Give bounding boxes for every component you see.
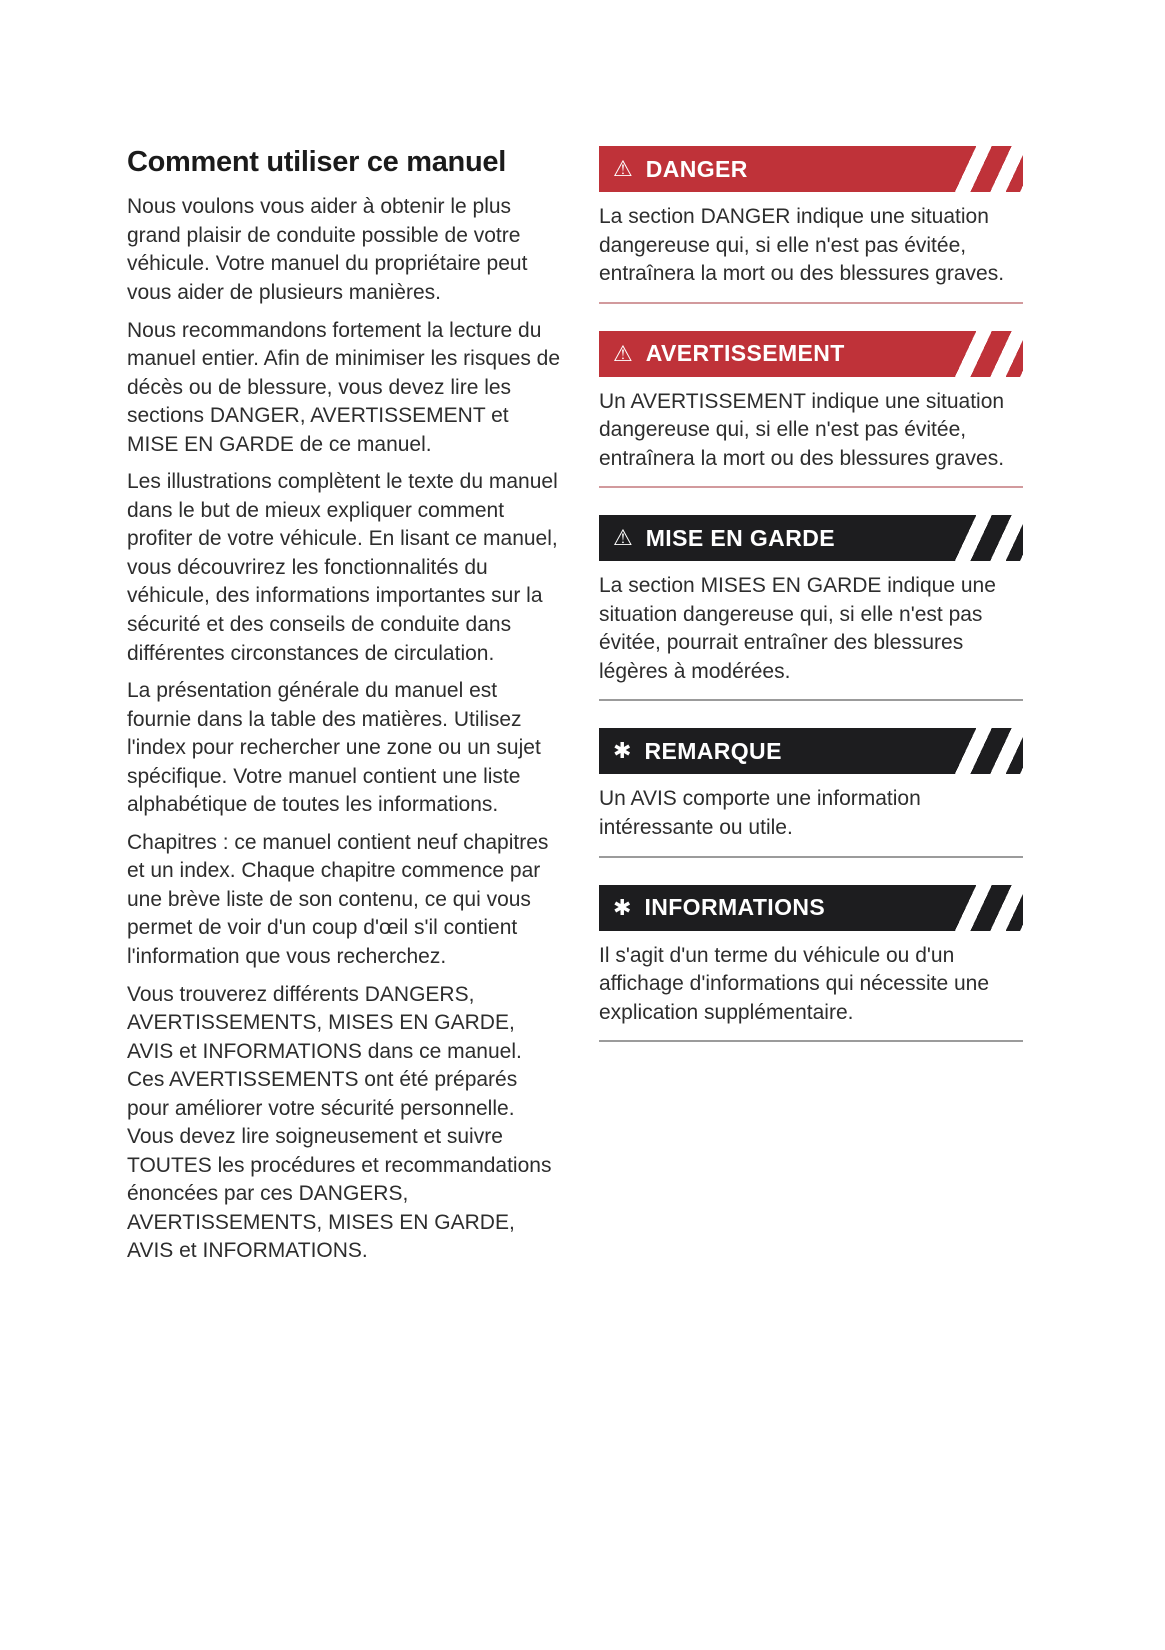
notice-title: REMARQUE bbox=[644, 737, 782, 764]
notice-body: Un AVERTISSEMENT indique une situation dangereuse qui, si elle n'est pas évitée, entraînera la mort ou des blessures graves. bbox=[599, 389, 1005, 470]
notice-caution bbox=[599, 515, 1023, 701]
notice-title: MISE EN GARDE bbox=[645, 524, 835, 551]
notice-body: Un AVIS comporte une information intéressante ou utile. bbox=[599, 787, 921, 840]
article-paragraph: Chapitres : ce manuel contient neuf chapitres et un index. Chaque chapitre commence par une brève liste de son contenu, ce qui vous permet de voir d'un coup d'œil s'il contient l'information que vous recherchez. bbox=[127, 830, 549, 969]
article-column bbox=[127, 146, 565, 1275]
article-paragraph: La présentation générale du manuel est fournie dans la table des matières. Utilisez l'index pour rechercher une zone ou un sujet spécifique. Votre manuel contient une liste alphabétique de toutes les informations. bbox=[127, 679, 541, 817]
caution-banner bbox=[599, 515, 1023, 561]
warning-triangle-icon: ⚠ bbox=[613, 156, 633, 181]
notice-title: AVERTISSEMENT bbox=[645, 340, 845, 367]
article-paragraph: Nous recommandons fortement la lecture du manuel entier. Afin de minimiser les risques de décès ou de blessure, vous devez lire les sections DANGER, AVERTISSEMENT et MISE EN GARDE de ce manuel. bbox=[127, 318, 561, 456]
asterisk-icon: ✱ bbox=[613, 894, 632, 920]
divider bbox=[599, 1040, 1023, 1042]
notice-body: Il s'agit d'un terme du véhicule ou d'un affichage d'informations qui nécessite une explication supplémentaire. bbox=[599, 943, 990, 1024]
asterisk-icon: ✱ bbox=[613, 738, 632, 764]
page-title: Comment utiliser ce manuel bbox=[127, 146, 506, 178]
divider bbox=[599, 699, 1023, 701]
notice-body: La section DANGER indique une situation dangereuse qui, si elle n'est pas évitée, entraînera la mort ou des blessures graves. bbox=[599, 205, 1005, 286]
notice-title: DANGER bbox=[645, 155, 748, 182]
notice-body: La section MISES EN GARDE indique une situation dangereuse qui, si elle n'est pas évitée, pourrait entraîner des blessures légères à modérées. bbox=[599, 574, 996, 683]
remark-banner bbox=[599, 728, 1023, 774]
article-paragraph: Vous trouverez différents DANGERS, AVERTISSEMENTS, MISES EN GARDE, AVIS et INFORMATIONS dans ce manuel. Ces AVERTISSEMENTS ont été préparés pour améliorer votre sécurité personnelle. Vous devez lire soigneusement et suivre TOUTES les procédures et recommandations énoncées par ces DANGERS, AVERTISSEMENTS, MISES EN GARDE, AVIS et INFORMATIONS. bbox=[127, 982, 552, 1263]
notice-information bbox=[599, 885, 1023, 1043]
notice-remark bbox=[599, 728, 1023, 857]
divider bbox=[599, 856, 1023, 858]
warning-banner bbox=[599, 331, 1023, 377]
article-paragraph: Nous voulons vous aider à obtenir le plus grand plaisir de conduite possible de votre véhicule. Votre manuel du propriétaire peut vous aider de plusieurs manières. bbox=[127, 195, 528, 304]
information-banner bbox=[599, 885, 1023, 931]
danger-banner bbox=[599, 146, 1023, 192]
divider bbox=[599, 302, 1023, 304]
notice-danger bbox=[599, 146, 1023, 304]
notices-column bbox=[599, 146, 1023, 1275]
notice-warning bbox=[599, 331, 1023, 489]
article-paragraph: Les illustrations complètent le texte du manuel dans le but de mieux expliquer comment profiter de votre véhicule. En lisant ce manuel, vous découvrirez les fonctionnalités du véhicule, des informations importantes sur la sécurité et des conseils de conduite dans différentes circonstances de circulation. bbox=[127, 470, 558, 665]
warning-triangle-icon: ⚠ bbox=[613, 340, 633, 366]
notice-title: INFORMATIONS bbox=[644, 894, 826, 921]
warning-triangle-icon: ⚠ bbox=[613, 525, 633, 551]
divider bbox=[599, 486, 1023, 488]
